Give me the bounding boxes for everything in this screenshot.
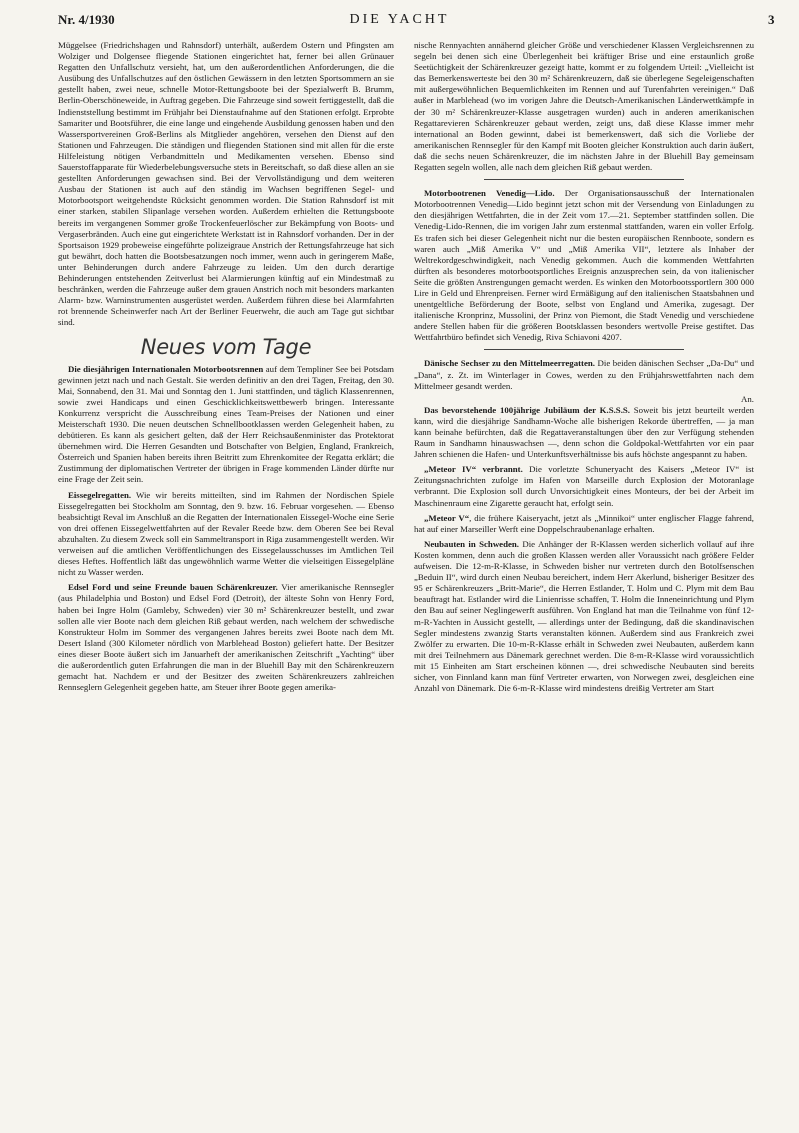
article-body: , die frühere Kaiseryacht, jetzt als „Minnikoi“ unter englischer Flagge fahrend, hat auf einer Marseiller Werft eine Doppelschraubenanlage erhalten.: [414, 512, 754, 534]
article-neubauten-schweden: [414, 539, 754, 694]
right-column: [414, 40, 754, 698]
article-venedig-lido: [414, 188, 754, 343]
article-body: Der Organisationsausschuß der Internationalen Motorbootrennen Venedig—Lido beginnt jetzt schon mit der Versendung von Einladungen zu den diesjährigen Wettfahrten, die in der Zeit vom 17.—21. September stattfinden sollen. Die Venedig-Lido-Rennen, die im vorigen Jahr zum erstenmal stattfanden, waren ein voller Erfolg. Es trafen sich bei dieser Gelegenheit nicht nur die besten europäischen Rennboote, sondern es waren auch „Miß Amerika V“ und „Miß Amerika VII“, letztere als Inhaber der Weltrekordgeschwindigkeit, nach Venedig gekommen. Auch die kommenden Wettfahrten dürften als besonderes motorbootsportliches Ereignis anzusprechen sein, da von italienischer Seite die größten Anstrengungen gemacht werden. Es winken den Motorbootssportlern 300 000 Lire in Geld und Ehrenpreisen. Ferner wird Ermäßigung auf den italienischen Staatsbahnen und unentgeltliche Beförderung der Boote, selbst von England und Amerika, zugesagt. Der italienische Kronprinz, Mussolini, der Prinz von Piemont, die Stadt Venedig und verschiedene andere Stellen haben für die größeren Bootsklassen besonders wertvolle Preise gestiftet. Das Wettfahrtbüro befindet sich Venedig, Riva Schiavoni 4207.: [414, 188, 754, 343]
article-headline: Motorbootrenen Venedig—Lido.: [424, 188, 555, 199]
article-body: Die beiden dänischen Sechser „Da-Du“ und „Dana“, z. Zt. im Winterlager in Cowes, werden zu den Frühjahrswettfahrten nach dem Mittelmeer gesandt werden.: [414, 358, 754, 391]
article-headline: Neubauten in Schweden.: [424, 538, 519, 549]
left-column: [58, 40, 394, 697]
continued-article-text: Müggelsee (Friedrichshagen und Rahnsdorf) unterhält, außerdem Ostern und Pfingsten am Wolziger und Dolgensee fliegende Stationen eingerichtet hat, ferner bei allen Grünauer Regatten den Unfallschutz versieht, hat, um den außerordentlichen Anforderungen, die die Ausübung des Unfallschutzes auf den östlichen Gewässern in den letzten Sportsommern an sie gestellt haben, zwei neue, schnelle Motor-Rettungsboote bei der Spezialwerft B. Brumm, Berlin-Oberschöneweide, in Auftrag gegeben. Die Fahrzeuge sind soweit fertiggestellt, daß die Indienststellung bestimmt im Frühjahr bei Dienstaufnahme auf den Stationen erfolgt. Erprobte Samariter und Bootsführer, die eine lange und eingehende Ausbildung genossen haben und den Wassersportvereinen Groß-Berlins als Mitglieder angehören, versehen den Dienst auf den Stationen und Fahrzeugen. Die ständigen und fliegenden Stationen sind mit allen für die erste Hilfeleistung nötigen Verbandmitteln und Medikamenten versehen. Ebenso sind Sauerstoffapparate für Wiederbelebungsversuche stets in Bereitschaft, so daß diese allen an sie gestellten Anforderungen gewachsen sind. Bei der Vervollständigung und dem weiteren Ausbau der Stationen ist auch auf den ständig im Wachsen begriffenen Segel- und Motorbootsport weitgehendste Rücksicht genommen worden. Die Station Rahnsdorf ist mit einer starken, stabilen Slipanlage versehen worden. Außerdem erhielten die Rettungsboote bereits im vergangenen Sommer große Trockenfeuerlöscher zur Bekämpfung von Boots- und Vergaserbränden. Auch eine gut eingerichtete Werkstatt ist in Rahnsdorf vorhanden. Der in der Sportsaison 1929 probeweise eingeführte polizeigraue Anstrich der Rettungsfahrzeuge hat sich gut bewährt, doch hatten die Bootsbesatzungen noch immer, wenn auch in geringerem Maße, unter Behinderungen durch andere Fahrzeuge zu leiden. Um den durch derartige Behinderungen entstehenden Zeitverlust bei Alarmierungen künftig auf ein Mindestmaß zu beschränken, werden die Fahrzeuge außer dem grauen Anstrich noch mit besonders markanten Alarm- bzw. Warninstrumenten ausgerüstet werden. Außerdem führen diese bei Alarmfahrten rot brennende Scheinwerfer nach Art der Berliner Feuerwehr, die auch am Tage gut sichtbar sind.: [58, 40, 394, 328]
article-body: Vier amerikanische Rennsegler (aus Philadelphia und Boston) und Edsel Ford (Detroit), der älteste Sohn von Henry Ford, haben bei Ingre Holm (Gamleby, Schweden) vier 30 m² Schärenkreuzer bestellt, und zwar sollen alle vier Boote nach dem gleichen Riß gebaut werden, nach welchem der schwedische Konstrukteur Holm im Sommer des vergangenen Jahres bereits zwei Boote nach dem Mt. Desert Island (300 Kilometer nördlich von Marblehead Boston) geliefert hatte. Der Besitzer eines dieser Boote äußert sich im Januarheft der amerikanischen Zeitschrift „Yachting“ über die außerordentlich guten Erfahrungen die man in der Bluehill Bay mit den Schärenkreuzern gemacht hat. Nachdem er und der Besitzer des zweiten Schärenkreuzers zahlreichen Rennseglern Gelegenheit gegeben hatte, am Steuer ihrer Boote gegen amerika-: [58, 582, 394, 693]
article-daenische-sechser: [414, 358, 754, 391]
magazine-title: DIE YACHT: [349, 12, 450, 27]
article-body: Die vorletzte Schuneryacht des Kaisers „Meteor IV“ ist Zeitungsnachrichten zufolge im Hafen von Marseille durch Explosion der Motoranlage verbrannt. Die Explosion soll durch Unvorsichtigkeit eines Monteurs, der bei der Arbeit im Maschinenraum eine Zigarette geraucht hat, erfolgt sein.: [414, 464, 754, 508]
article-edsel-ford: [58, 582, 394, 693]
article-headline: Die diesjährigen Internationalen Motorbootsrennen: [68, 363, 264, 374]
article-motorbootsrennen: [58, 364, 394, 486]
page-number: 3: [768, 12, 775, 27]
article-body: Wie wir bereits mitteilten, sind im Rahmen der Nordischen Spiele Eissegelregatten bei Stockholm am Sonntag, den 9. bzw. 16. Februar vorgesehen. — Ebenso beabsichtigt Reval im Anschluß an die Regatten der Internationalen Eissegel-Woche eine Serie von drei offenen Eissegelwettfahrten auf der Revaler Reede bzw. dem Oberen See bei Reval abzuhalten. Zu diesem Zweck soll ein Sammeltransport in Riga zusammengestellt werden. Wir verweisen auf die amtlichen Veröffentlichungen des Eissegelausschusses im Amtlichen Teil dieses Heftes. Hoffentlich läßt das ungewöhnlich warme Wetter die vielseitigen Eissegelpläne nicht zu Wasser werden.: [58, 489, 394, 578]
article-eissegelregatten: [58, 490, 394, 579]
article-headline: „Meteor V“: [424, 512, 470, 523]
article-body: auf dem Templiner See bei Potsdam gewinnen jetzt nach und nach Gestalt. Sie werden definitiv an den drei Tagen, Freitag, den 30. Mai, Sonnabend, den 31. Mai und Sonntag den 1. Juni stattfinden, und täglich Klassenrennen, sowie zwei Handicaps und einen Geschicklichkeitswettbewerb bringen. Interessante Konkurrenz verspricht die Ausschreibung eines Team-Preises der Nationen und einer Meisterschaft 1930. Die neuen deutschen Schnellbootklassen werden Gelegenheit haben, zu debütieren. Es kann als gesichert gelten, daß der Herr Reichsaußenminister das Protektorat übernehmen wird. Die Herren Gesandten und Botschafter von Belgien, England, Frankreich, Österreich und Spanien haben bereits ihren Beitritt zum Ehrenkomitee der Regatta erklärt; die Zustimmung der diplomatischen Vertreter der übrigen in Frage kommenden Länder dürfte nur eine Frage der Zeit sein.: [58, 363, 394, 485]
divider: [484, 179, 684, 180]
issue-number: Nr. 4/1930: [58, 12, 115, 27]
article-ksss-jubilaeum: [414, 405, 754, 460]
article-headline: Das bevorstehende 100jährige Jubiläum der K.S.S.S.: [424, 404, 630, 415]
article-headline: Edsel Ford und seine Freunde bauen Schärenkreuzer.: [68, 582, 278, 593]
article-meteor-iv: [414, 464, 754, 508]
article-headline: Eissegelregatten.: [68, 489, 132, 500]
section-title: Neues vom Tage: [140, 335, 312, 360]
article-meteor-v: [414, 513, 754, 535]
article-body: Die Anhänger der R-Klassen werden sicherlich vollauf auf ihre Kosten kommen, denn auch die großen Klassen werden aller Voraussicht nach größere Felder aufweisen. Die 12-m-R-Klasse, in Schweden bisher nur vertreten durch den Botolfsenschen „Beduin II“, wird durch einen Neubau bereichert, indem Herr Akerlund, bisheriger Besitzer des 95 er Schärenkreuzers „Britt-Marie“, die Herren Estlander, T. Holm und C. Plym mit dem Bau beauftragt hat. Estlander wird die Linienrisse schaffen, T. Holm die Inneneinrichtung und Plym den Bau auf seiner Neglingewerft ausführen. Von England hat man die Teilnahme von fünf 12-m-R-Yachten in Aussicht gestellt, — allerdings unter der Bedingung, daß die skandinavischen Segler mindestens zwanzig Starts veranstalten können. Außerdem sind aus Frankreich zwei Zwölfer zu erwarten. Die 10-m-R-Klasse erhält in Schweden zwei Neubauten, außerdem kann mit drei Teilnehmern aus Dänemark gerechnet werden. Die 8-m-R-Klasse wird voraussichtlich mit 15 Einheiten am Start erscheinen können —, drei schwedische Neubauten sind bereits sicher, von Finnland kann man fünf Vertreter erwarten, von Norwegen zwei, desgleichen eine Anzahl von Dänemark. Die 6-m-R-Klasse wird mindestens dreißig Vertreter am Start: [414, 538, 755, 694]
article-headline: „Meteor IV“ verbrannt.: [424, 464, 523, 475]
author-signature: An.: [741, 393, 754, 404]
continued-article-text: nische Rennyachten annähernd gleicher Größe und verschiedener Klassen Vergleichsrennen zu segeln bei denen sich eine Überlegenheit bei kräftiger Brise und eine erstaunlich große Seetüchtigkeit der Schärenkreuzer gezeigt hatte, kommt er zu folgendem Urteil: „Vielleicht ist das Bemerkenswerteste bei den 30 m² Schärenkreuzern, daß sie überlegene Segeleigenschaften mit außergewöhnlichen Bequemlichkeiten im Rennen und auf Turenfahrten vereinigen.“ Daß außer in Marblehead (wo im vorigen Jahre die Deutsch-Amerikanischen Länderwettkämpfe in der 30 m² Schärenkreuzer-Klasse ausgetragen wurden) auch in anderen amerikanischen Regattarevieren Schärenkreuzer gebaut werden, zeigt uns, daß diese Klasse immer mehr international an Boden gewinnt, dabei ist bemerkenswert, daß sich die Vorliebe der amerikanischen Rennsegler für den Kampf mit Booten gleicher Konstruktion auch darin äußert, daß die sechs neuen Schärenkreuzer, die im nächsten Jahre in der Bluehill Bay gemeinsam Regatten segeln wollen, alle nach dem gleichen Riß gebaut werden.: [414, 40, 754, 173]
article-headline: Dänische Sechser zu den Mittelmeerregatten.: [424, 358, 595, 369]
divider: [484, 349, 684, 350]
article-body: Soweit bis jetzt beurteilt werden kann, wird die diesjährige Sandhamn-Woche alle bisherigen Rekorde übertreffen, — ja man kann beinahe befürchten, daß die Regattaveranstaltungen über den zur Verfügung stehenden Raum in Sandhamn hinauswachsen —, denn schon die Goldpokal-Wettfahrten vor ein paar Jahren schienen die Hafen- und Unterkunftsverhältnisse bis aufs höchste angespannt zu haben.: [414, 404, 754, 460]
